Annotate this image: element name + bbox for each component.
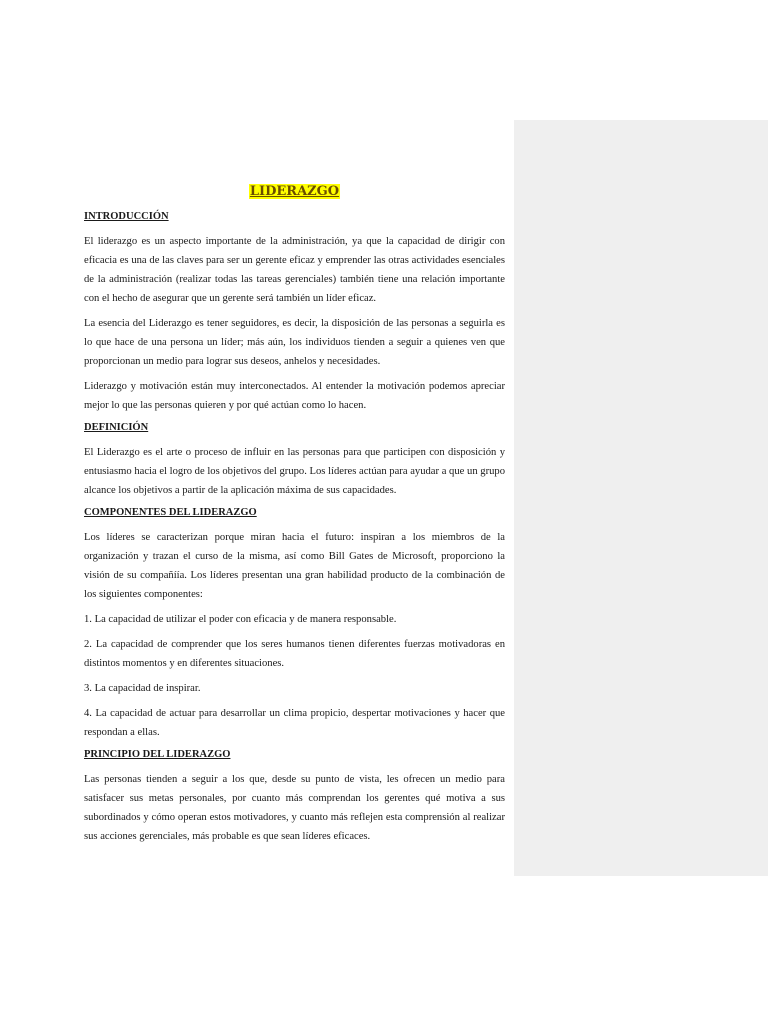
document-title	[84, 183, 505, 201]
section-introduccion	[84, 210, 505, 415]
comment-pane	[514, 120, 768, 876]
list-item: 1. La capacidad de utilizar el poder con eficacia y de manera responsable.	[84, 614, 397, 625]
section-heading: COMPONENTES DEL LIDERAZGO	[84, 507, 257, 518]
list-item: 3. La capacidad de inspirar.	[84, 683, 201, 694]
document-page	[84, 183, 505, 852]
paragraph: Liderazgo y motivación están muy interconectados. Al entender la motivación podemos apreciar mejor lo que las personas quieren y por qué actúan como lo hacen.	[84, 381, 505, 411]
section-definicion	[84, 421, 505, 500]
section-heading: PRINCIPIO DEL LIDERAZGO	[84, 749, 231, 760]
paragraph: El Liderazgo es el arte o proceso de influir en las personas para que participen con disposición y entusiasmo hacia el logro de los objetivos del grupo. Los líderes actúan para ayudar a que un grupo alcance los objetivos a partir de la aplicación máxima de sus capacidades.	[84, 447, 505, 496]
paragraph: La esencia del Liderazgo es tener seguidores, es decir, la disposición de las personas a seguirla es lo que hace de una persona un líder; más aún, los individuos tienden a seguir a quienes ven que proporcionan un medio para lograr sus deseos, anhelos y necesidades.	[84, 318, 505, 367]
section-principio	[84, 748, 505, 846]
list-item: 2. La capacidad de comprender que los seres humanos tienen diferentes fuerzas motivadoras en distintos momentos y en diferentes situaciones.	[84, 639, 505, 669]
list-item: 4. La capacidad de actuar para desarrollar un clima propicio, despertar motivaciones y hacer que respondan a ellas.	[84, 708, 505, 738]
paragraph: Las personas tienden a seguir a los que, desde su punto de vista, les ofrecen un medio para satisfacer sus metas personales, por cuanto más comprendan los gerentes qué motiva a sus subordinados y cómo operan estos motivadores, y cuanto más reflejen esta comprensión al realizar sus acciones gerenciales, más probable es que sean líderes eficaces.	[84, 774, 505, 842]
section-componentes	[84, 506, 505, 742]
paragraph: El liderazgo es un aspecto importante de la administración, ya que la capacidad de dirigir con eficacia es una de las claves para ser un gerente eficaz y emprender las otras actividades esenciales de la administración (realizar todas las tareas gerenciales) también tiene una relación importante con el hecho de asegurar que un gerente será también un líder eficaz.	[84, 236, 505, 304]
section-heading: DEFINICIÓN	[84, 422, 149, 433]
document-title-text: LIDERAZGO	[249, 184, 340, 199]
paragraph: Los líderes se caracterizan porque miran hacia el futuro: inspiran a los miembros de la organización y trazan el curso de la misma, así como Bill Gates de Microsoft, proporciono la visión de su compañíía. Los líderes presentan una gran habilidad producto de la combinación de los siguientes componentes:	[84, 532, 505, 600]
section-heading: INTRODUCCIÓN	[84, 211, 169, 222]
